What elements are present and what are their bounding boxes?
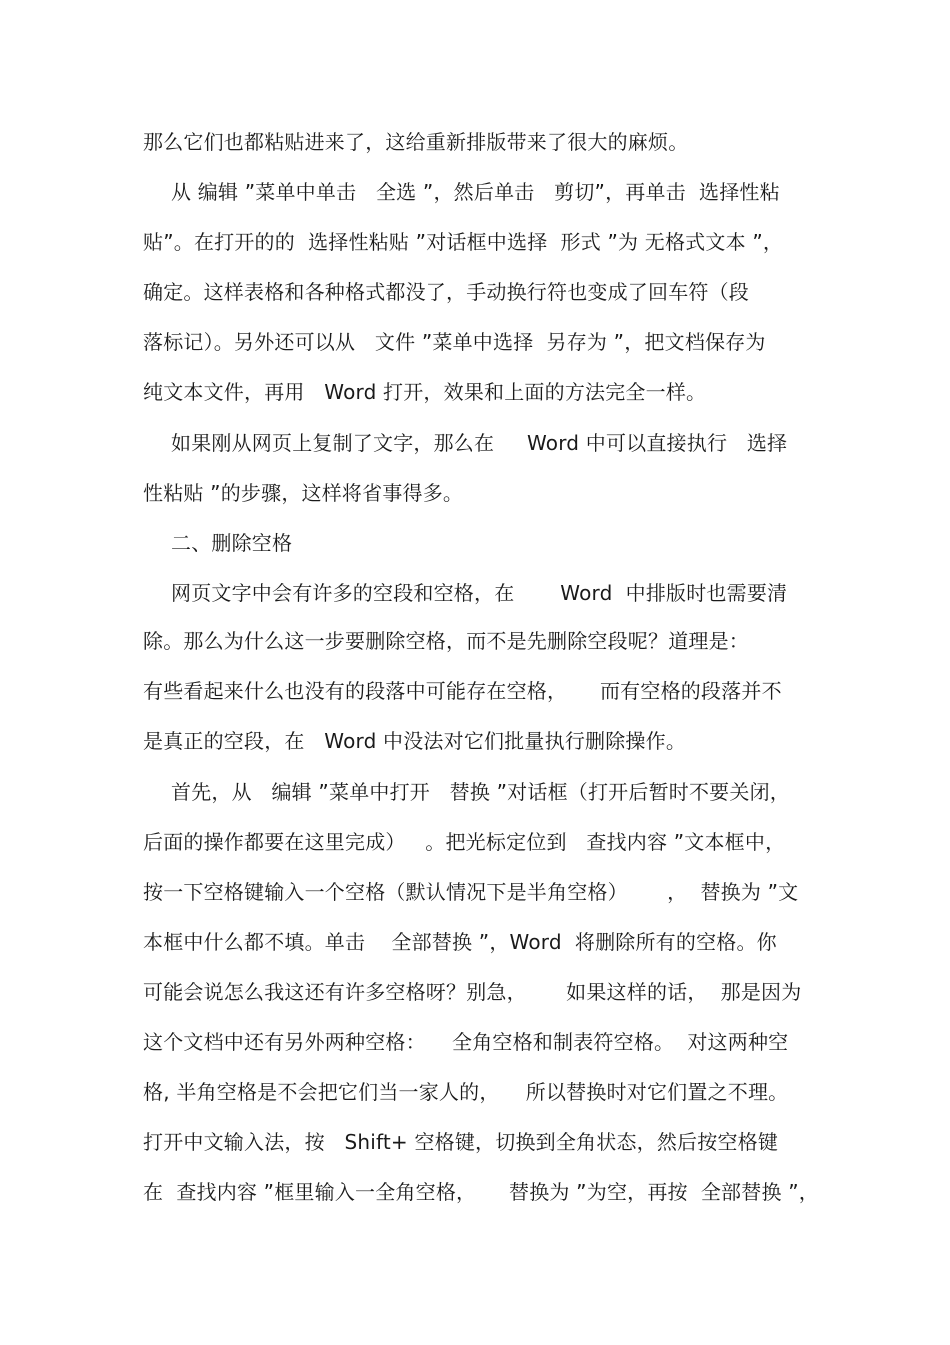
text-line: 纯文本文件，再用 Word 打开，效果和上面的方法完全一样。 xyxy=(143,380,707,404)
text-line: 这个文档中还有另外两种空格： 全角空格和制表符空格。 对这两种空 xyxy=(143,1030,789,1054)
text-line: 如果刚从网页上复制了文字，那么在 Word 中可以直接执行 选择 xyxy=(171,431,788,455)
text-line: 确定。这样表格和各种格式都没了，手动换行符也变成了回车符（段 xyxy=(143,280,749,304)
text-line: 从 编辑 ”菜单中单击 全选 ”，然后单击 剪切”，再单击 选择性粘 xyxy=(171,180,780,204)
text-line: 除。那么为什么这一步要删除空格，而不是先删除空段呢？道理是： xyxy=(143,629,749,653)
text-line: 后面的操作都要在这里完成） 。把光标定位到 查找内容 ”文本框中， xyxy=(143,830,786,854)
text-line: 本框中什么都不填。单击 全部替换 ”，Word 将删除所有的空格。你 xyxy=(143,930,777,954)
text-line: 按一下空格键输入一个空格（默认情况下是半角空格） ， 替换为 ”文 xyxy=(143,880,799,904)
text-line: 落标记）。另外还可以从 文件 ”菜单中选择 另存为 ”，把文档保存为 xyxy=(143,330,766,354)
text-line: 是真正的空段，在 Word 中没法对它们批量执行删除操作。 xyxy=(143,729,687,753)
section-heading: 二、删除空格 xyxy=(171,531,293,555)
text-line: 可能会说怎么我这还有许多空格呀？别急， 如果这样的话， 那是因为 xyxy=(143,980,802,1004)
text-line: 贴”。在打开的的 选择性粘贴 ”对话框中选择 形式 ”为 无格式文本 ”， xyxy=(143,230,784,254)
text-line: 有些看起来什么也没有的段落中可能存在空格， 而有空格的段落并不 xyxy=(143,679,782,703)
text-line: 首先，从 编辑 ”菜单中打开 替换 ”对话框（打开后暂时不要关闭， xyxy=(171,780,790,804)
text-line: 那么它们也都粘贴进来了，这给重新排版带来了很大的麻烦。 xyxy=(143,130,689,154)
text-line: 格, 半角空格是不会把它们当一家人的， 所以替换时对它们置之不理。 xyxy=(143,1080,789,1104)
text-line: 打开中文输入法，按 Shift+ 空格键，切换到全角状态，然后按空格键 xyxy=(143,1130,779,1154)
text-line: 网页文字中会有许多的空段和空格，在 Word 中排版时也需要清 xyxy=(171,581,788,605)
text-line: 在 查找内容 ”框里输入一全角空格， 替换为 ”为空，再按 全部替换 ”， xyxy=(143,1180,819,1204)
text-line: 性粘贴 ”的步骤，这样将省事得多。 xyxy=(143,481,464,505)
